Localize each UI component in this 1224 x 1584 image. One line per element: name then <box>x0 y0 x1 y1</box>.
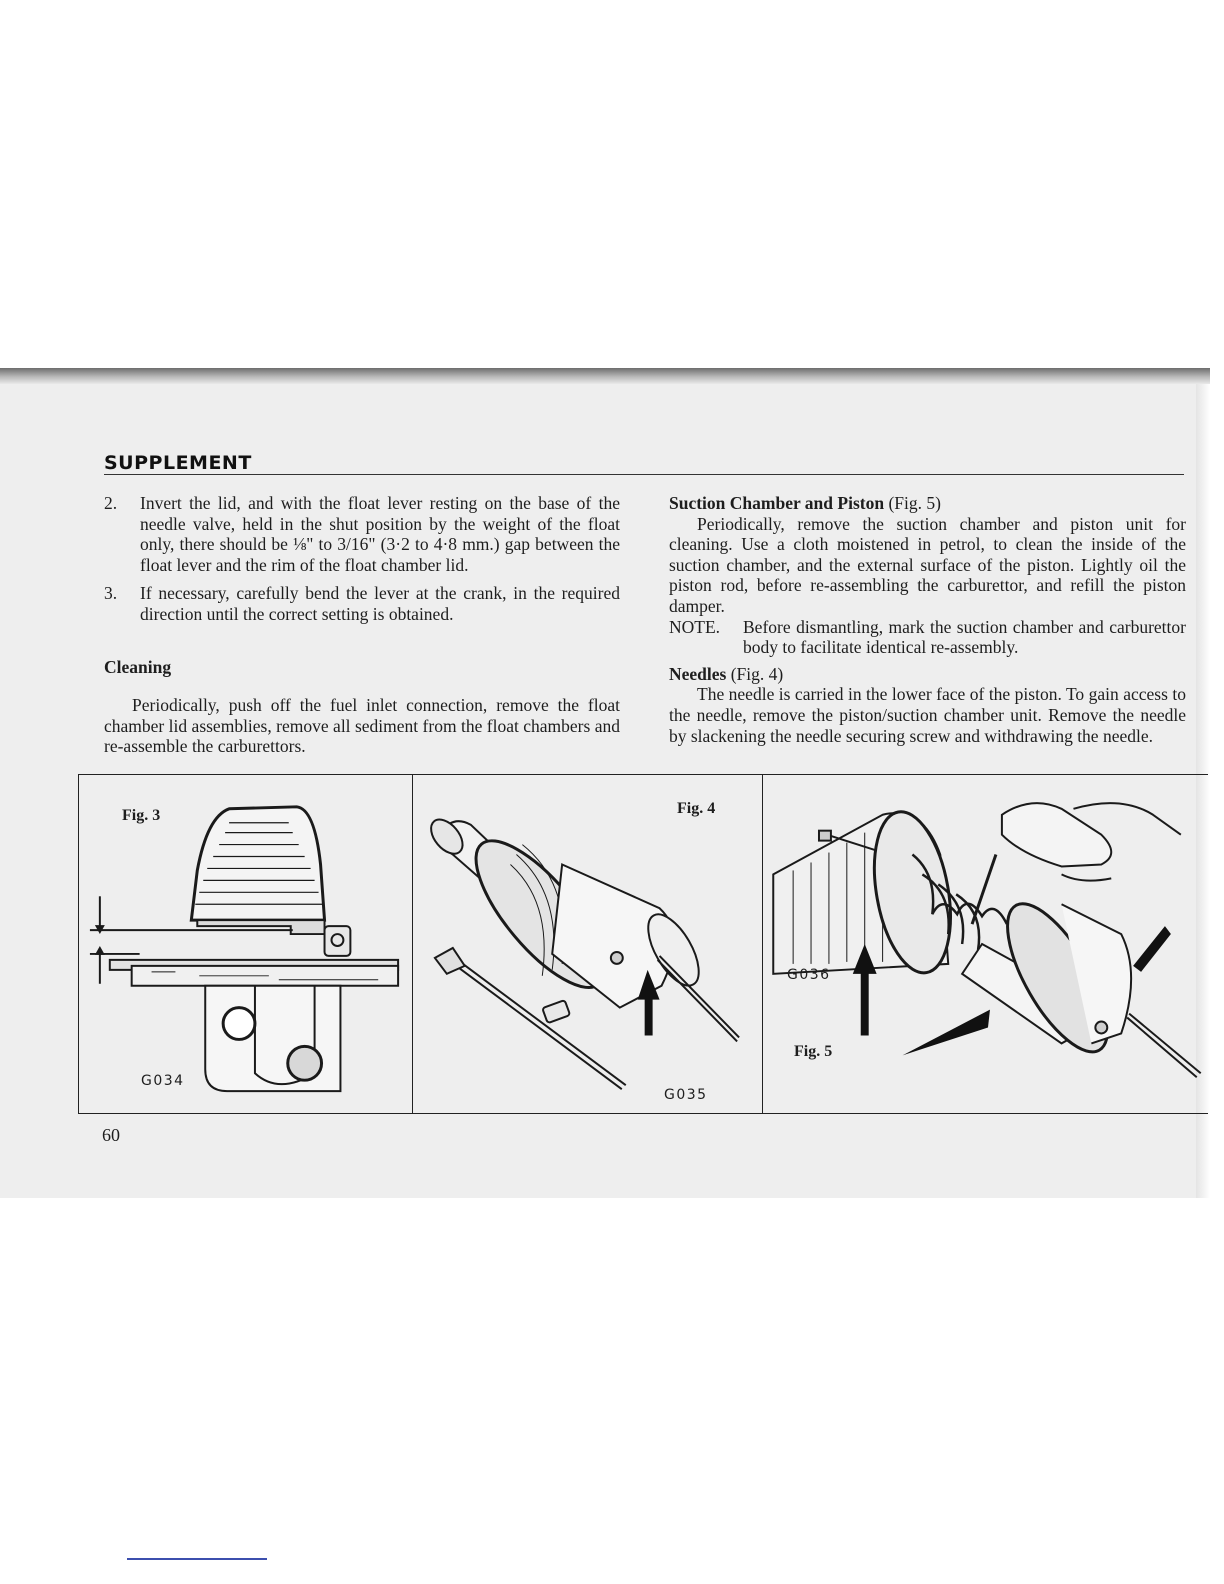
fig4-caption: Fig. 4 <box>677 800 716 817</box>
running-head: SUPPLEMENT <box>104 452 252 474</box>
footer-rule <box>127 1558 267 1560</box>
cleaning-heading: Cleaning <box>104 656 172 677</box>
step-number: 3. <box>104 583 118 604</box>
suction-heading: Suction Chamber and Piston <box>669 493 885 513</box>
step-text: Invert the lid, and with the float lever resting on the base of the needle valve, held in the shut position by the weight of the float only, there should be ⅛" to 3/16" (3·2 to 4·8 mm.) gap between the float lever and the rim of the float chamber lid. <box>140 493 620 575</box>
step-text: If necessary, carefully bend the lever at the crank, in the required direction until the correct setting is obtained. <box>140 583 620 624</box>
fig4-code: G035 <box>664 1087 708 1103</box>
step-item <box>104 493 620 575</box>
suction-figure-ref: (Fig. 5) <box>888 493 941 513</box>
needles-figure-ref: (Fig. 4) <box>730 663 784 684</box>
step-number: 2. <box>104 493 118 513</box>
note-label: NOTE. <box>669 616 721 637</box>
fig3-caption: Fig. 3 <box>122 807 161 824</box>
page-number: 60 <box>102 1125 120 1145</box>
fig5-code: G036 <box>787 967 831 983</box>
fig3-code: G034 <box>141 1073 185 1089</box>
needles-heading: Needles <box>669 663 727 684</box>
figure-panel <box>78 774 1208 1114</box>
right-text-column <box>669 493 1186 746</box>
header-rule <box>104 474 1184 475</box>
note-block <box>669 617 1186 658</box>
step-item <box>104 583 620 624</box>
suction-chamber-illustration <box>762 775 1209 1113</box>
suction-paragraph: Periodically, remove the suction chamber and piston unit for cleaning. Use a cloth moistened in petrol, to clean the inside of the suction chamber, and the external surface of the piston. Lightly oil the piston rod, before re-assembling the carburettor, and refill the piston damper. <box>669 513 1186 616</box>
left-text-column <box>104 493 620 757</box>
suction-heading-line <box>669 493 1186 514</box>
piston-needle-illustration <box>412 775 762 1113</box>
note-text: Before dismantling, mark the suction chamber and carburettor body to facilitate identical re-assembly. <box>743 616 1186 658</box>
page-top-shadow <box>0 368 1210 384</box>
fig5-caption: Fig. 5 <box>794 1043 833 1060</box>
needles-heading-line <box>669 664 1186 685</box>
float-chamber-lid-illustration <box>79 775 412 1113</box>
cleaning-paragraph: Periodically, push off the fuel inlet connection, remove the float chamber lid assemblies, remove all sediment from the float chambers and re-assemble the carburettors. <box>104 695 620 757</box>
needles-paragraph: The needle is carried in the lower face of the piston. To gain access to the needle, remove the piston/suction chamber unit. Remove the needle by slackening the needle securing screw and withdrawing the needle. <box>669 684 1186 746</box>
